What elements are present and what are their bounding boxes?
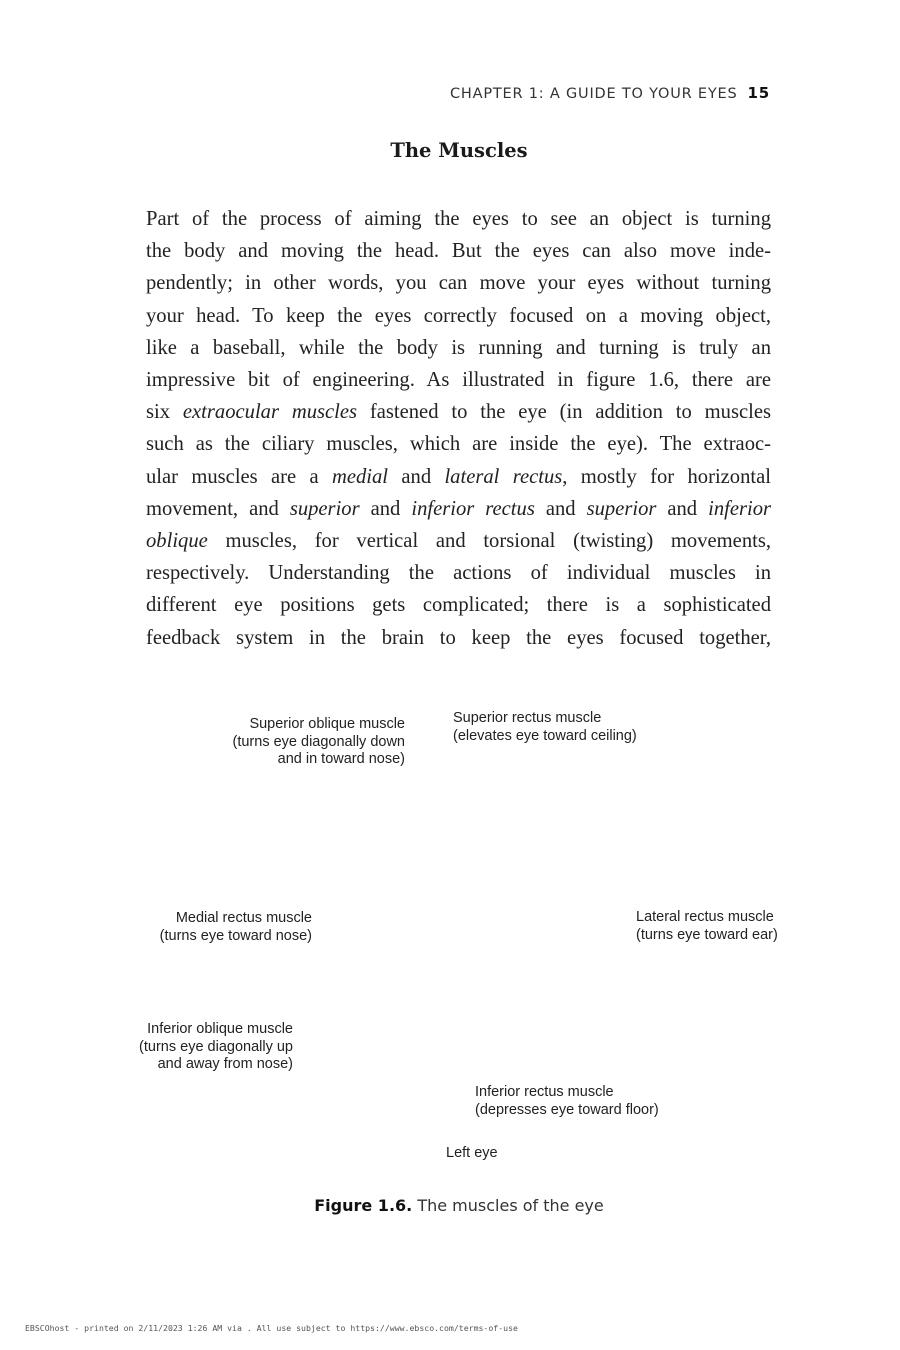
running-title: CHAPTER 1: A GUIDE TO YOUR EYES bbox=[449, 86, 738, 102]
body-line: feedback system in the brain to keep the eyes focused together, bbox=[146, 626, 771, 649]
label-lateral-rectus: Lateral rectus muscle (turns eye toward ear) bbox=[636, 909, 778, 943]
caption-text: The muscles of the eye bbox=[412, 1196, 604, 1215]
label-inferior-rectus: Inferior rectus muscle (depresses eye toward floor) bbox=[475, 1084, 659, 1118]
body-line: six extraocular muscles fastened to the eye (in addition to muscles bbox=[146, 401, 771, 424]
term-lateral-rectus: lateral rectus bbox=[444, 465, 563, 488]
term-superior: superior bbox=[289, 497, 360, 520]
term-inferior: inferior bbox=[708, 497, 772, 520]
body-line: like a baseball, while the body is running and turning is truly an bbox=[146, 336, 771, 359]
term-inferior-rectus: inferior rectus bbox=[411, 497, 535, 520]
label-inferior-oblique: Inferior oblique muscle (turns eye diagonally up and away from nose) bbox=[139, 1021, 293, 1072]
body-line: your head. To keep the eyes correctly focused on a moving object, bbox=[146, 304, 771, 327]
term-extraocular: extraocular muscles bbox=[182, 401, 358, 424]
body-line: Part of the process of aiming the eyes to see an object is turning bbox=[146, 208, 771, 230]
term-superior: superior bbox=[586, 497, 657, 520]
label-medial-rectus: Medial rectus muscle (turns eye toward nose) bbox=[159, 910, 312, 944]
body-line: pendently; in other words, you can move your eyes without turning bbox=[146, 272, 771, 295]
label-superior-oblique: Superior oblique muscle (turns eye diagonally down and in toward nose) bbox=[232, 716, 405, 767]
body-line: the body and moving the head. But the eyes can also move inde- bbox=[146, 240, 771, 263]
body-line: respectively. Understanding the actions of individual muscles in bbox=[146, 562, 771, 585]
section-title: The Muscles bbox=[390, 139, 528, 162]
caption-label: Figure 1.6. bbox=[314, 1196, 413, 1215]
body-paragraph bbox=[146, 203, 771, 654]
body-line: such as the ciliary muscles, which are inside the eye). The extraoc- bbox=[146, 433, 771, 456]
body-line: ular muscles are a medial and lateral rectus, mostly for horizontal bbox=[146, 465, 771, 488]
label-superior-rectus: Superior rectus muscle (elevates eye toward ceiling) bbox=[453, 710, 637, 744]
page-number: 15 bbox=[747, 84, 770, 102]
term-medial: medial bbox=[331, 465, 389, 488]
print-footer: EBSCOhost - printed on 2/11/2023 1:26 AM via . All use subject to https://www.ebsco.com/terms-of-use bbox=[25, 1323, 518, 1333]
running-head bbox=[450, 84, 770, 102]
body-line: different eye positions gets complicated; there is a sophisticated bbox=[146, 594, 771, 617]
label-left-eye: Left eye bbox=[446, 1145, 498, 1161]
body-line: oblique muscles, for vertical and torsional (twisting) movements, bbox=[146, 530, 771, 553]
body-line: movement, and superior and inferior rectus and superior and inferior bbox=[146, 497, 772, 520]
body-line: impressive bit of engineering. As illustrated in figure 1.6, there are bbox=[146, 369, 771, 392]
figure-caption bbox=[0, 1196, 900, 1215]
term-oblique: oblique bbox=[146, 530, 208, 553]
